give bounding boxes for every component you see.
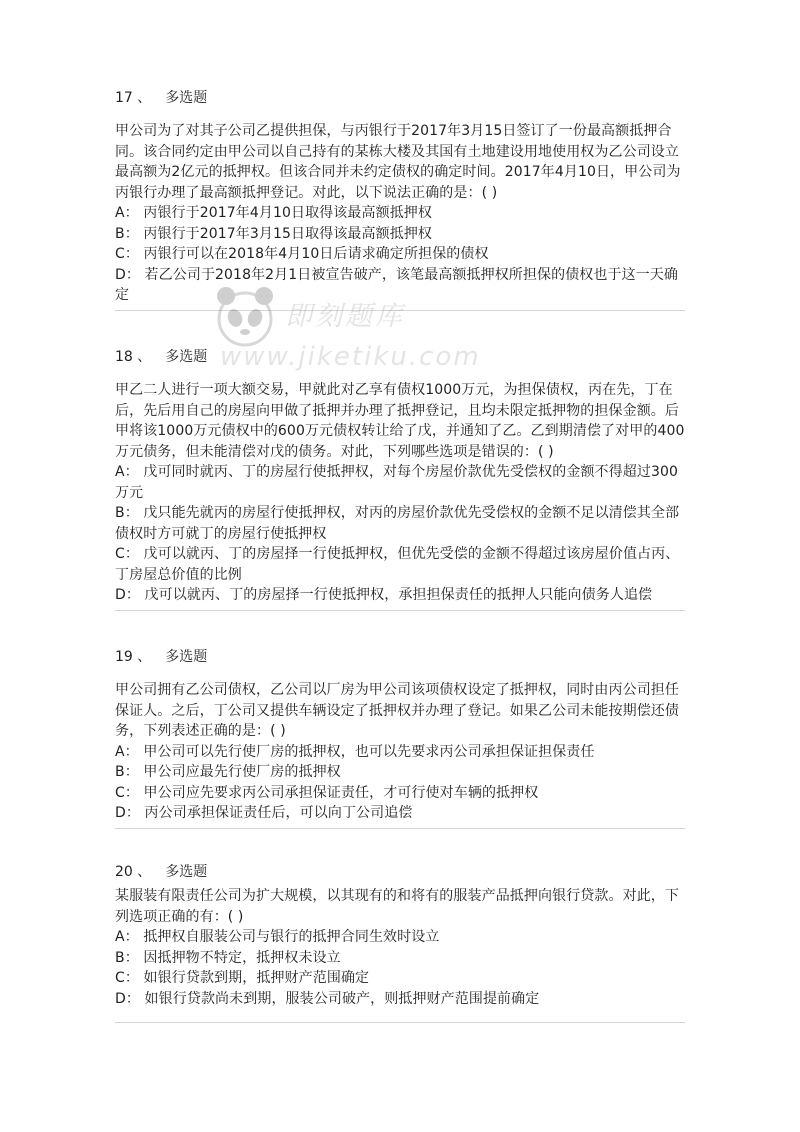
option-a [115, 462, 687, 503]
option-c [115, 968, 687, 989]
divider [115, 310, 685, 311]
option-text: 丙银行于2017年3月15日取得该最高额抵押权 [143, 225, 433, 242]
option-c [115, 783, 687, 804]
option-label: A： [115, 743, 139, 760]
option-label: C： [115, 970, 139, 986]
option-b [115, 503, 687, 544]
option-label: A： [115, 464, 139, 480]
option-text: 丙银行可以在2018年4月10日后请求确定所担保的债权 [143, 246, 489, 262]
option-text: 甲公司应先要求丙公司承担保证责任，才可行使对车辆的抵押权 [143, 784, 539, 801]
option-b [115, 224, 687, 245]
option-label: A： [115, 929, 139, 945]
option-text: 抵押权自服装公司与银行的抵押合同生效时设立 [143, 929, 440, 945]
divider [115, 610, 685, 611]
option-a [115, 742, 687, 763]
question-stem: 甲公司为了对其子公司乙提供担保，与丙银行于2017年3月15日签订了一份最高额抵押合同。该合同约定由甲公司以自己持有的某栋大楼及其国有土地建设用地使用权为乙公司设立最高额为2亿元的抵押权。但该合同并未约定债权的确定时间。2017年4月10日，甲公司为丙银行办理了最高额抵押登记。对此，以下说法正确的是：( ) [115, 123, 681, 201]
option-text: 甲公司可以先行使厂房的抵押权，也可以先要求丙公司承担保证担保责任 [143, 743, 595, 760]
option-label: B： [115, 764, 139, 780]
question-type: 多选题 [165, 649, 208, 665]
option-b [115, 762, 687, 783]
option-label: D： [115, 990, 140, 1007]
option-text: 戊可以就丙、丁的房屋择一行使抵押权，但优先受偿的金额不得超过该房屋价值占丙、丁房屋总价值的比例 [115, 546, 680, 583]
option-c [115, 244, 687, 265]
question-number: 17 、 [115, 90, 152, 106]
option-text: 戊可同时就丙、丁的房屋行使抵押权，对每个房屋价款优先受偿权的金额不得超过300万元 [115, 464, 678, 501]
question-type: 多选题 [165, 864, 208, 880]
option-d [115, 265, 687, 306]
option-d [115, 803, 687, 824]
question-type: 多选题 [165, 349, 208, 365]
option-text: 若乙公司于2018年2月1日被宣告破产，该笔最高额抵押权所担保的债权也于这一天确定 [115, 266, 678, 303]
option-label: B： [115, 225, 139, 242]
option-text: 丙公司承担保证责任后，可以向丁公司追偿 [144, 805, 413, 821]
question-17 [115, 88, 687, 306]
option-text: 甲公司应最先行使厂房的抵押权 [143, 764, 341, 780]
watermark-brand: 即刻题库 [285, 301, 405, 332]
question-20 [115, 862, 687, 1009]
divider [115, 1022, 685, 1023]
option-label: B： [115, 505, 139, 521]
question-type: 多选题 [165, 90, 208, 106]
question-number: 20 、 [115, 864, 152, 880]
option-text: 戊可以就丙、丁的房屋择一行使抵押权，承担担保责任的抵押人只能向债务人追偿 [144, 587, 653, 603]
question-header [115, 647, 687, 667]
question-header [115, 862, 687, 882]
question-number: 18 、 [115, 349, 152, 365]
option-label: C： [115, 546, 139, 562]
option-a [115, 927, 687, 948]
option-text: 如银行贷款到期，抵押财产范围确定 [143, 970, 370, 986]
question-stem: 甲乙二人进行一项大额交易，甲就此对乙享有债权1000万元，为担保债权，丙在先，丁在后，先后用自己的房屋向甲做了抵押并办理了抵押登记，且均未限定抵押物的担保金额。后甲将该1000万元债权中的600万元债权转让给了戊，并通知了乙。乙到期清偿了对甲的400万元债务，但未能清偿对戊的债务。对此，下列哪些选项是错误的：( ) [115, 382, 685, 460]
option-a [115, 203, 687, 224]
divider [115, 828, 685, 829]
option-c [115, 544, 687, 585]
option-label: B： [115, 949, 139, 966]
option-label: C： [115, 246, 139, 262]
question-19 [115, 647, 687, 824]
question-stem: 甲公司拥有乙公司债权，乙公司以厂房为甲公司该项债权设定了抵押权，同时由丙公司担任保证人。之后，丁公司又提供车辆设定了抵押权并办理了登记。如果乙公司未能按期偿还债务，下列表述正确的是：( ) [115, 682, 679, 739]
option-text: 丙银行于2017年4月10日取得该最高额抵押权 [143, 205, 432, 221]
option-label: D： [115, 266, 140, 283]
watermark-url: www.jiketiku.com [220, 342, 481, 372]
option-b [115, 948, 687, 969]
question-header [115, 347, 687, 367]
option-text: 因抵押物不特定，抵押权未设立 [143, 949, 341, 966]
option-label: D： [115, 587, 140, 603]
question-header [115, 88, 687, 108]
option-label: C： [115, 784, 139, 801]
question-18 [115, 347, 687, 606]
question-number: 19 、 [115, 649, 152, 665]
option-text: 如银行贷款尚未到期，服装公司破产，则抵押财产范围提前确定 [144, 990, 540, 1007]
option-d [115, 989, 687, 1010]
option-label: D： [115, 805, 140, 821]
option-d [115, 585, 687, 606]
question-stem: 某服装有限责任公司为扩大规模，以其现有的和将有的服装产品抵押向银行贷款。对此，下列选项正确的有：( ) [115, 888, 679, 925]
option-text: 戊只能先就丙的房屋行使抵押权，对丙的房屋价款优先受偿权的金额不足以清偿其全部债权时方可就丁的房屋行使抵押权 [115, 505, 680, 542]
option-label: A： [115, 205, 139, 221]
